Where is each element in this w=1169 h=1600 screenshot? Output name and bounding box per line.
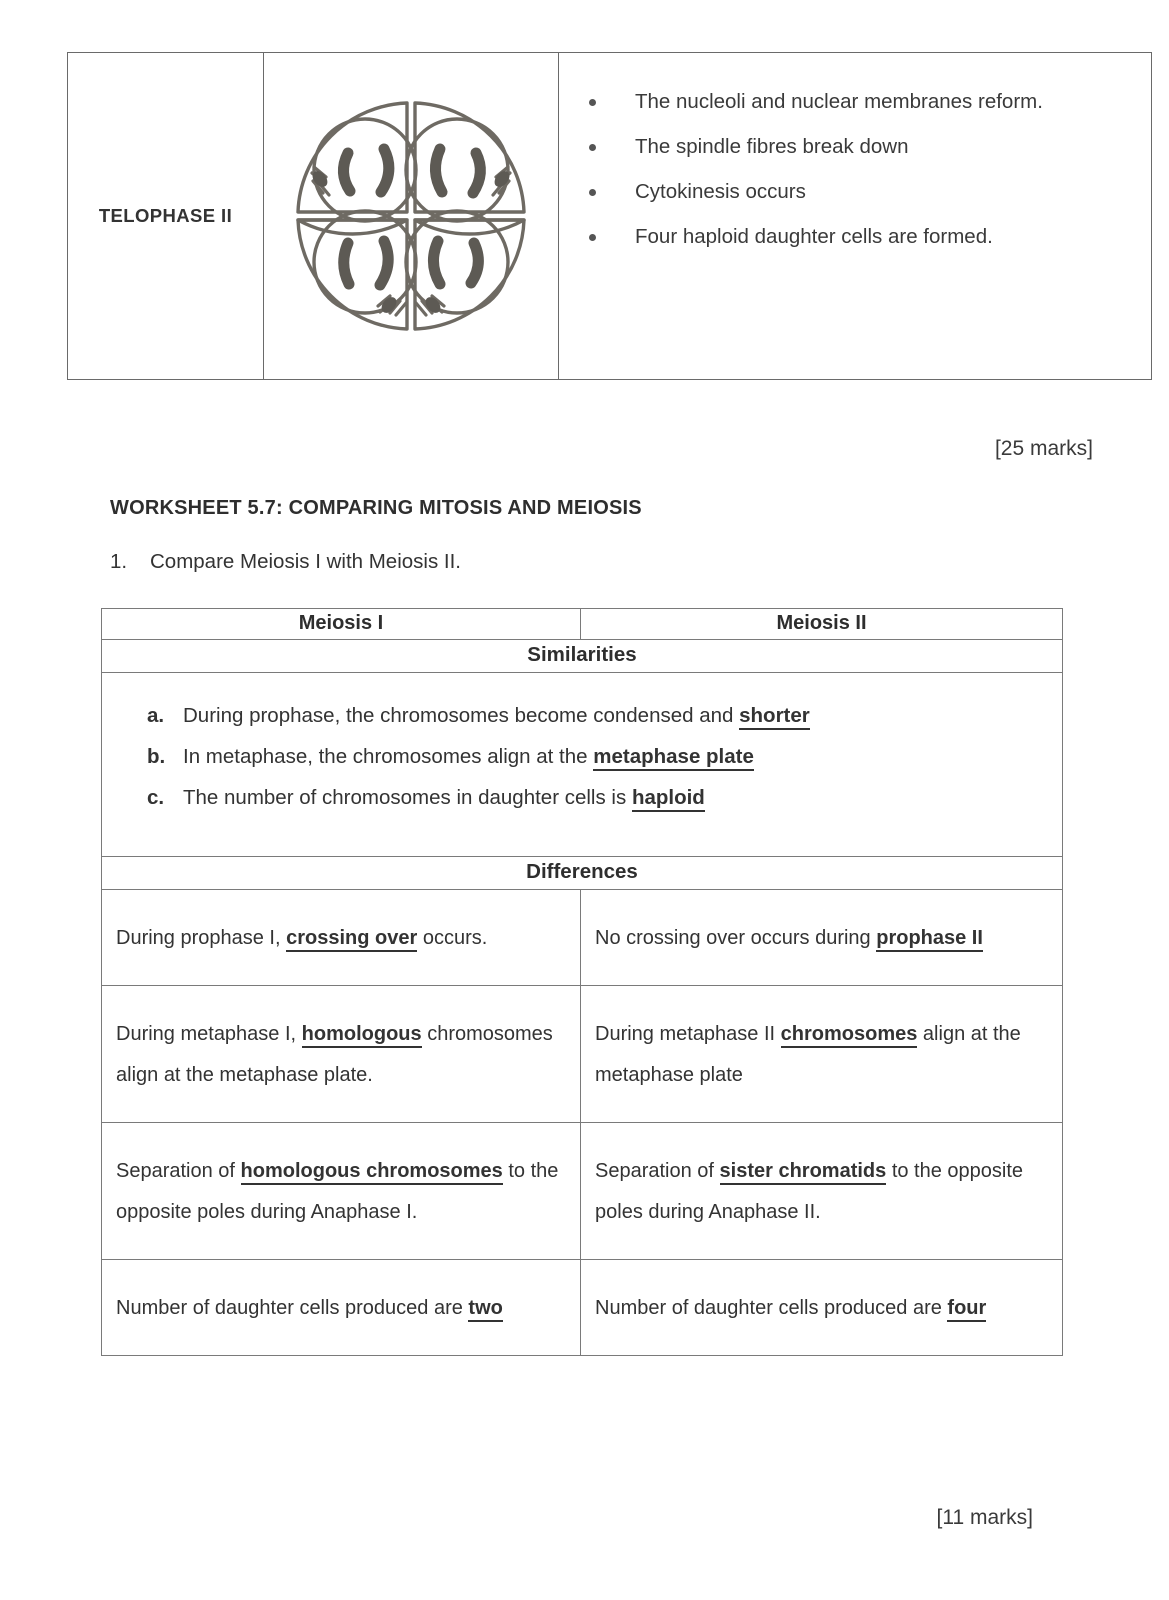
answer-blank[interactable]: two <box>468 1297 502 1322</box>
column-header-meiosis-i: Meiosis I <box>102 609 581 640</box>
telophase-ii-cell-diagram <box>286 91 536 341</box>
phase-label-cell <box>68 53 264 379</box>
answer-blank[interactable]: metaphase plate <box>593 745 754 771</box>
list-item: Four haploid daughter cells are formed. <box>577 214 1043 259</box>
answer-blank[interactable]: sister chromatids <box>720 1160 887 1185</box>
difference-cell-meiosis-ii <box>581 986 1063 1123</box>
cell-text: Number of daughter cells produced are <box>595 1297 948 1319</box>
difference-cell-meiosis-i <box>102 890 581 986</box>
similarities-list <box>102 695 1062 818</box>
meiosis-comparison-table <box>101 608 1063 1356</box>
difference-cell-meiosis-ii <box>581 1123 1063 1260</box>
phase-description-cell <box>559 53 1151 379</box>
table-row <box>102 890 1063 986</box>
list-item <box>102 695 1062 736</box>
answer-blank[interactable]: homologous <box>302 1023 422 1048</box>
question-text: Compare Meiosis I with Meiosis II. <box>150 550 462 573</box>
answer-blank[interactable]: chromosomes <box>781 1023 918 1048</box>
difference-cell-meiosis-ii <box>581 890 1063 986</box>
list-item: The nucleoli and nuclear membranes reform. <box>577 79 1043 124</box>
cell-text: No crossing over occurs during <box>595 927 877 949</box>
answer-blank[interactable]: prophase II <box>876 927 983 952</box>
cell-text: Separation of <box>116 1160 241 1182</box>
list-text: The number of chromosomes in daughter cells is <box>183 786 632 809</box>
answer-blank[interactable]: shorter <box>739 704 810 730</box>
answer-blank[interactable]: haploid <box>632 786 705 812</box>
phase-diagram-cell <box>264 53 559 379</box>
question-item <box>110 550 461 574</box>
phase-bullet-list <box>559 79 1043 259</box>
similarities-content-row <box>102 673 1063 857</box>
difference-cell-meiosis-ii <box>581 1260 1063 1356</box>
difference-cell-meiosis-i <box>102 1260 581 1356</box>
table-header-row <box>102 609 1063 640</box>
list-marker: c. <box>147 786 165 809</box>
list-item <box>102 736 1062 777</box>
cell-text: to the opposite poles during Anaphase II. <box>595 1160 1024 1223</box>
cell-text: chromosomes align at the metaphase plate. <box>116 1023 553 1086</box>
cell-text: align at the metaphase plate <box>595 1023 1021 1086</box>
list-marker: a. <box>147 704 165 727</box>
answer-blank[interactable]: crossing over <box>286 927 417 952</box>
answer-blank[interactable]: homologous chromosomes <box>241 1160 503 1185</box>
marks-annotation-top: [25 marks] <box>994 437 1093 460</box>
cell-text: occurs. <box>417 927 488 949</box>
cell-text: During metaphase II <box>595 1023 781 1045</box>
cell-text: to the opposite poles during Anaphase I. <box>116 1160 559 1223</box>
cell-text: During prophase I, <box>116 927 287 949</box>
telophase-table <box>67 52 1152 380</box>
list-item: The spindle fibres break down <box>577 124 1043 169</box>
list-text: During prophase, the chromosomes become condensed and <box>183 704 740 727</box>
list-marker: b. <box>147 745 166 768</box>
table-row <box>102 1123 1063 1260</box>
page-title: WORKSHEET 5.7: COMPARING MITOSIS AND MEIOSIS <box>110 497 642 519</box>
question-number: 1. <box>110 550 128 573</box>
list-item <box>102 777 1062 818</box>
phase-name: TELOPHASE II <box>98 205 233 226</box>
cell-text: Separation of <box>595 1160 720 1182</box>
similarities-heading-row <box>102 640 1063 673</box>
section-header-similarities: Similarities <box>102 640 1063 673</box>
list-text: In metaphase, the chromosomes align at the <box>183 745 594 768</box>
section-header-differences: Differences <box>102 857 1063 890</box>
table-row <box>102 1260 1063 1356</box>
column-header-meiosis-ii: Meiosis II <box>581 609 1063 640</box>
cell-text: During metaphase I, <box>116 1023 302 1045</box>
cell-text: Number of daughter cells produced are <box>116 1297 469 1319</box>
difference-cell-meiosis-i <box>102 986 581 1123</box>
table-row <box>102 986 1063 1123</box>
marks-annotation-bottom: [11 marks] <box>936 1506 1033 1529</box>
similarities-cell <box>102 673 1063 857</box>
differences-heading-row <box>102 857 1063 890</box>
list-item: Cytokinesis occurs <box>577 169 1043 214</box>
difference-cell-meiosis-i <box>102 1123 581 1260</box>
answer-blank[interactable]: four <box>947 1297 986 1322</box>
